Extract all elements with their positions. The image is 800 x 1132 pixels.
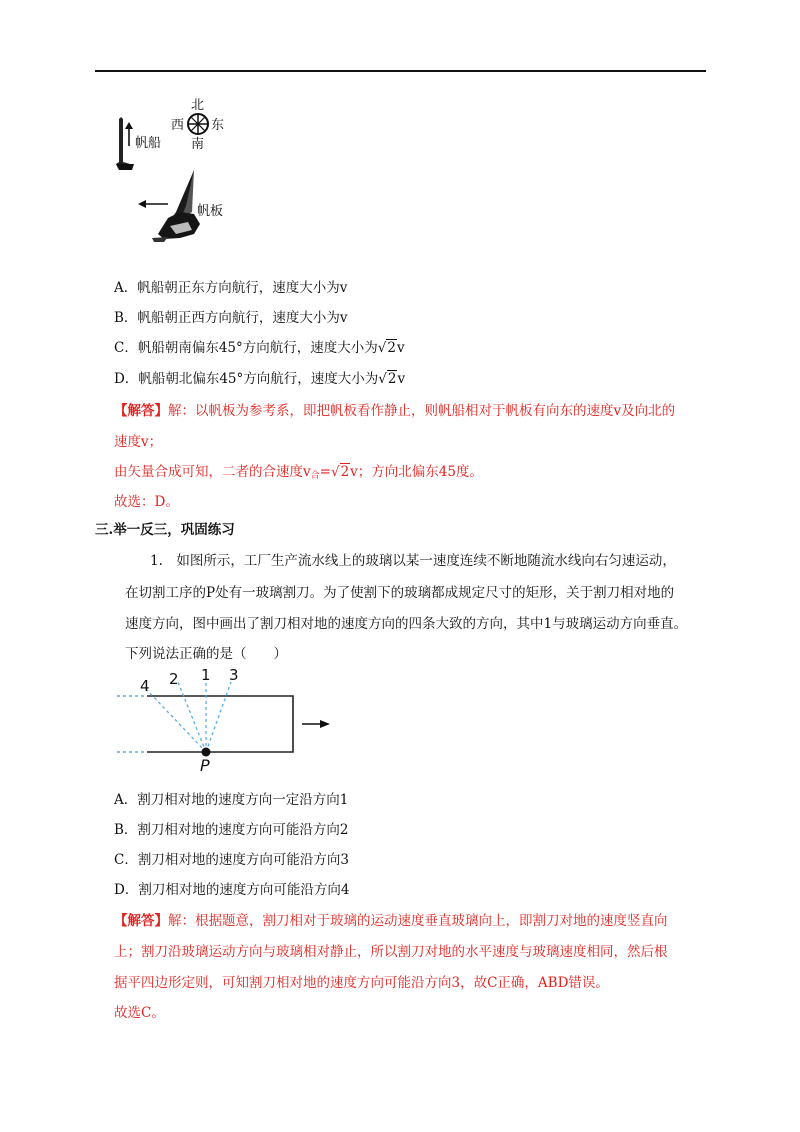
q1-stem-line2: 在切割工序的P处有一玻璃割刀。为了使割下的玻璃都成规定尺寸的矩形，关于割刀相对地的 [125,585,675,601]
point-label: P [200,756,210,774]
answer-final-1: 故选：D。 [114,494,179,510]
option-letter: B． [114,822,138,838]
subscript: 合 [310,471,320,481]
answer-block-2-line2: 上；割刀沿玻璃运动方向与玻璃相对静止，所以割刀对地的水平速度与玻璃速度相同，然后根 [114,944,668,960]
compass-south: 南 [191,137,205,152]
compass-east: 东 [211,118,225,133]
compass-west: 西 [171,118,185,133]
direction-line-2 [178,682,206,752]
direction-label-4: 4 [140,677,150,695]
option-letter: A． [114,280,138,296]
board-label: 帆板 [197,204,224,219]
option-text: 割刀相对地的速度方向可能沿方向2 [137,822,349,838]
answer-text: 解：以帆板为参考系，即把帆板看作静止，则帆船相对于帆板有向东的速度v及向北的 [168,403,676,419]
answer-block-1-line1 [114,399,675,419]
option-b [114,306,348,326]
answer-tag: 【解答】 [114,403,168,419]
option-text: 帆船朝北偏东45°方向航行，速度大小为 [138,371,379,387]
boat-icon [116,117,134,170]
section-title: 三.举一反三，巩固练习 [95,522,235,538]
q1-option-a [114,788,348,808]
motion-arrow-icon [302,720,330,728]
direction-line-4 [146,689,206,752]
option-tail: v [397,371,406,387]
option-d [114,367,405,387]
answer-tag: 【解答】 [114,913,168,929]
sqrt-symbol: √2 [378,371,397,387]
answer-text: v；方向北偏东45度。 [350,464,483,480]
q1-option-c [114,848,349,868]
option-letter: C． [114,340,138,356]
answer-block-2-line3: 据平四边形定则，可知割刀相对地的速度方向可能沿方向3，故C正确，ABD错误。 [114,975,609,991]
option-text: 割刀相对地的速度方向一定沿方向1 [137,792,349,808]
q1-option-d [114,878,349,898]
q1-option-b [114,818,349,838]
direction-label-1: 1 [201,666,211,684]
answer-block-1-line2: 速度v； [114,434,163,450]
sailboat-figure [110,92,250,252]
direction-line-3 [206,682,231,752]
north-arrow-icon [125,122,133,146]
option-a [114,276,347,296]
answer-final-2: 故选C。 [114,1005,165,1021]
sqrt-symbol: √2 [330,464,350,480]
option-letter: D． [114,882,139,898]
option-c [114,336,405,356]
option-text: 割刀相对地的速度方向可能沿方向3 [137,852,349,868]
equals-sign: = [319,464,331,480]
q1-stem-line3: 速度方向，图中画出了割刀相对地的速度方向的四条大致的方向，其中1与玻璃运动方向垂直。 [125,616,688,632]
sailboard-icon [152,170,200,242]
direction-label-3: 3 [229,666,239,684]
answer-block-2-line1 [114,909,668,929]
answer-block-1-line3 [114,460,483,481]
option-letter: A． [114,792,138,808]
header-rule [95,70,706,72]
option-letter: B． [114,310,138,326]
option-tail: v [396,340,405,356]
option-text: 帆船朝南偏东45°方向航行，速度大小为 [137,340,378,356]
glass-cut-figure [112,662,342,774]
option-letter: D． [114,371,139,387]
west-arrow-icon [138,200,168,208]
option-letter: C． [114,852,138,868]
radicand: 2 [387,371,397,387]
radicand: 2 [340,464,350,480]
direction-label-2: 2 [169,670,179,688]
glass-sheet [147,696,293,752]
answer-text: 由矢量合成可知，二者的合速度v [114,464,311,480]
option-text: 帆船朝正西方向航行，速度大小为v [137,310,348,326]
option-text: 割刀相对地的速度方向可能沿方向4 [138,882,350,898]
boat-label: 帆船 [135,136,162,151]
answer-text: 解：根据题意，割刀相对于玻璃的运动速度垂直玻璃向上，即割刀对地的速度竖直向 [168,913,668,929]
q1-stem-line4: 下列说法正确的是（ ） [125,646,287,662]
option-text: 帆船朝正东方向航行，速度大小为v [137,280,348,296]
radicand: 2 [387,340,396,356]
compass-icon [188,114,208,134]
sqrt-symbol: √2 [377,340,396,356]
compass-north: 北 [191,98,205,113]
q1-stem-line1: 1. 如图所示，工厂生产流水线上的玻璃以某一速度连续不断地随流水线向右匀速运动， [150,553,676,569]
